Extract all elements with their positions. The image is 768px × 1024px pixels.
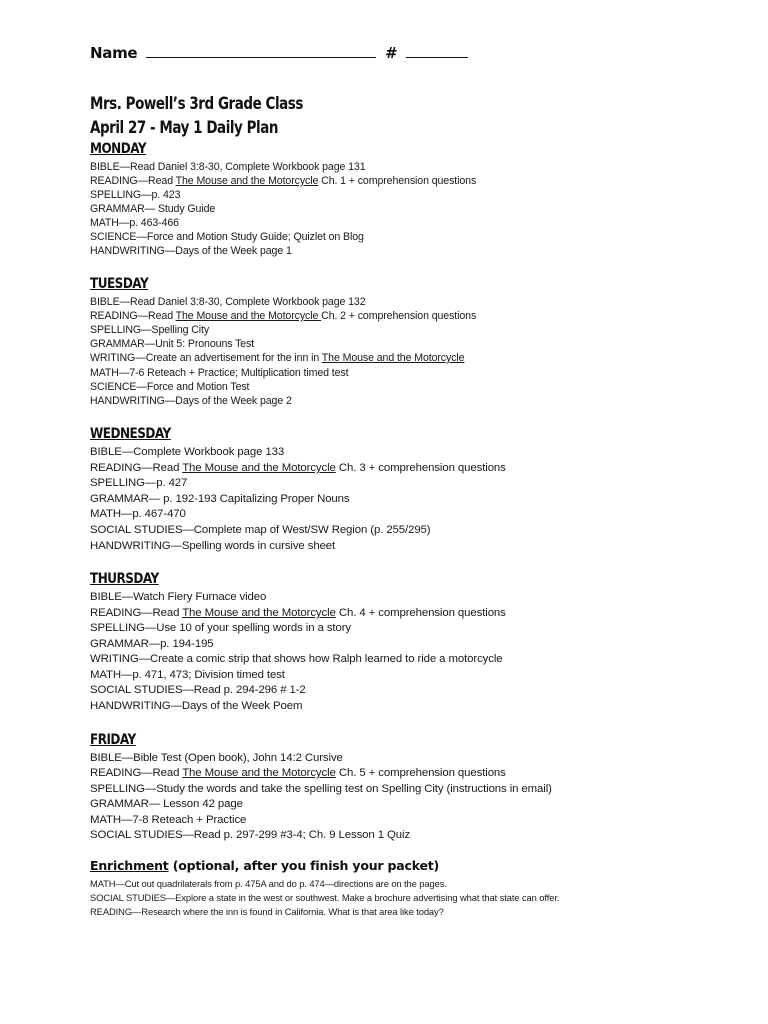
tuesday-reading: READING—Read The Mouse and the Motorcycle Ch. 2 + comprehension questions [90,310,477,322]
tuesday-math: MATH—7-6 Reteach + Practice; Multiplication timed test [90,367,349,379]
friday-social-studies: SOCIAL STUDIES—Read p. 297-299 #3-4; Ch. 9 Lesson 1 Quiz [90,829,411,841]
monday-science: SCIENCE—Force and Motion Study Guide; Quizlet on Blog [90,231,364,243]
monday-reading: READING—Read The Mouse and the Motorcycle Ch. 1 + comprehension questions [90,175,477,187]
monday-spelling: SPELLING—p. 423 [90,189,181,201]
enrichment-social-studies: SOCIAL STUDIES—Explore a state in the west or southwest. Make a brochure advertising what that state can offer. [90,892,560,903]
name-line [90,44,468,62]
enrichment-heading: Enrichment (optional, after you finish your packet) [90,858,440,873]
wednesday-bible: BIBLE—Complete Workbook page 133 [90,446,285,458]
friday-spelling: SPELLING—Study the words and take the spelling test on Spelling City (instructions in email) [90,783,552,795]
date-range-title: April 27 - May 1 Daily Plan [90,118,278,138]
enrichment-math: MATH—Cut out quadrilaterals from p. 475A and do p. 474—directions are on the pages. [90,878,447,889]
tuesday-science: SCIENCE—Force and Motion Test [90,381,250,393]
friday-math: MATH—7-8 Reteach + Practice [90,814,247,826]
tuesday-handwriting: HANDWRITING—Days of the Week page 2 [90,395,292,407]
wednesday-grammar: GRAMMAR— p. 192-193 Capitalizing Proper Nouns [90,493,350,505]
friday-reading: READING—Read The Mouse and the Motorcycle Ch. 5 + comprehension questions [90,767,506,779]
wednesday-heading: WEDNESDAY [90,426,171,442]
thursday-social-studies: SOCIAL STUDIES—Read p. 294-296 # 1-2 [90,684,306,696]
class-title: Mrs. Powell’s 3rd Grade Class [90,94,303,114]
tuesday-spelling: SPELLING—Spelling City [90,324,210,336]
monday-handwriting: HANDWRITING—Days of the Week page 1 [90,245,292,257]
thursday-reading: READING—Read The Mouse and the Motorcycle Ch. 4 + comprehension questions [90,607,506,619]
wednesday-math: MATH—p. 467-470 [90,508,186,520]
thursday-spelling: SPELLING—Use 10 of your spelling words in a story [90,622,352,634]
tuesday-heading: TUESDAY [90,276,149,292]
thursday-writing: WRITING—Create a comic strip that shows how Ralph learned to ride a motorcycle [90,653,503,665]
tuesday-writing: WRITING—Create an advertisement for the inn in The Mouse and the Motorcycle [90,352,465,364]
tuesday-grammar: GRAMMAR—Unit 5: Pronouns Test [90,338,255,350]
friday-heading: FRIDAY [90,732,136,748]
wednesday-reading: READING—Read The Mouse and the Motorcycle Ch. 3 + comprehension questions [90,462,506,474]
monday-grammar: GRAMMAR— Study Guide [90,203,216,215]
thursday-heading: THURSDAY [90,571,159,587]
number-blank [406,45,468,58]
thursday-bible: BIBLE—Watch Fiery Furnace video [90,591,267,603]
friday-grammar: GRAMMAR— Lesson 42 page [90,798,243,810]
wednesday-spelling: SPELLING—p. 427 [90,477,188,489]
monday-math: MATH—p. 463-466 [90,217,179,229]
monday-heading: MONDAY [90,141,147,157]
wednesday-handwriting: HANDWRITING—Spelling words in cursive sheet [90,540,336,552]
thursday-math: MATH—p. 471, 473; Division timed test [90,669,285,681]
tuesday-bible: BIBLE—Read Daniel 3:8-30, Complete Workbook page 132 [90,296,366,308]
number-label: # [385,44,398,62]
enrichment-reading: READING—Research where the inn is found in California. What is that area like today? [90,906,444,917]
monday-bible: BIBLE—Read Daniel 3:8-30, Complete Workbook page 131 [90,161,366,173]
thursday-handwriting: HANDWRITING—Days of the Week Poem [90,700,303,712]
wednesday-social-studies: SOCIAL STUDIES—Complete map of West/SW Region (p. 255/295) [90,524,431,536]
thursday-grammar: GRAMMAR—p. 194-195 [90,638,214,650]
friday-bible: BIBLE—Bible Test (Open book), John 14:2 Cursive [90,752,343,764]
name-label: Name [90,44,138,62]
name-blank [146,45,376,58]
